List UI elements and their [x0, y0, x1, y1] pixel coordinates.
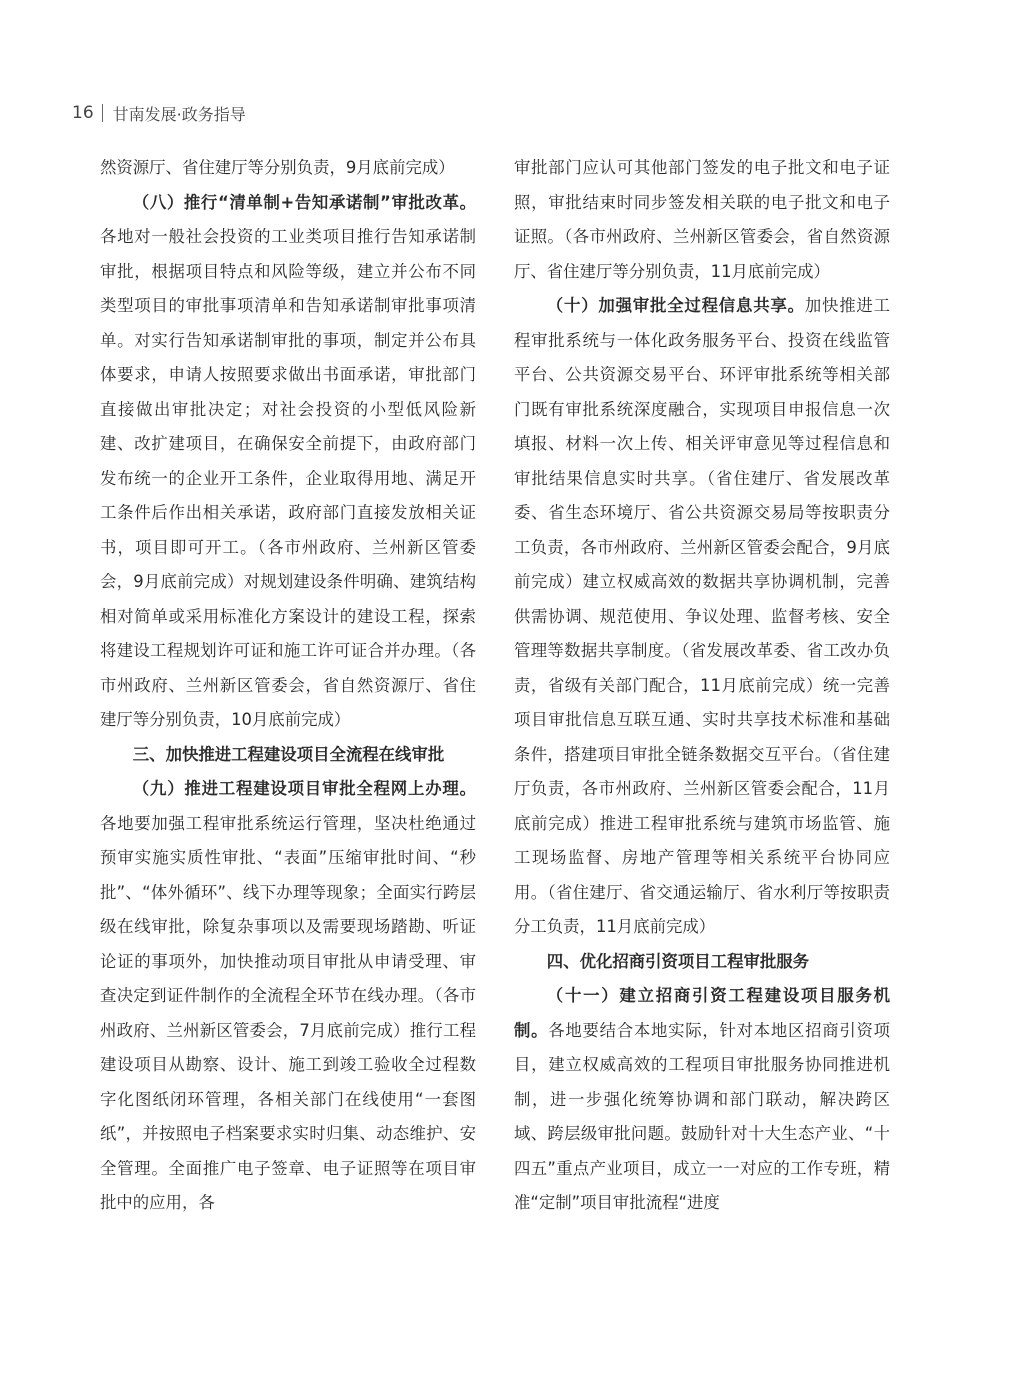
section-body: 加快推进工程审批系统与一体化政务服务平台、投资在线监管平台、公共资源交易平台、环评审批系统等相关部门既有审批系统深度融合，实现项目申报信息一次填报、材料一次上传、相关评审意见等过程信息和审批结果信息实时共享。（省住建厅、省发展改革委、省生态环境厅、省公共资源交易局等按职责分工负责，各市州政府、兰州新区管委会配合，9月底前完成）建立权威高效的数据共享协调机制，完善供需协调、规范使用、争议处理、监督考核、安全管理等数据共享制度。（省发展改革委、省工改办负责，省级有关部门配合，11月底前完成）统一完善项目审批信息互联互通、实时共享技术标准和基础条件，搭建项目审批全链条数据交互平台。（省住建厅负责，各市州政府、兰州新区管委会配合，11月底前完成）推进工程审批系统与建筑市场监管、施工现场监督、房地产管理等相关系统平台协同应用。（省住建厅、省交通运输厅、省水利厅等按职责分工负责，11月底前完成）	[514, 296, 891, 936]
page-number: 16	[72, 103, 94, 123]
section-title: （十一）建立招商引资工程建设项目服务机制。	[514, 986, 890, 1040]
paragraph: 审批部门应认可其他部门签发的电子批文和电子证照，审批结束时同步签发相关联的电子批文和电子证照。（各市州政府、兰州新区管委会，省自然资源厅、省住建厅等分别负责，11月底前完成）	[514, 158, 890, 281]
paragraph: 然资源厅、省住建厅等分别负责，9月底前完成）	[100, 158, 455, 177]
right-column	[514, 151, 890, 1221]
section-body: 各地对一般社会投资的工业类项目推行告知承诺制审批，根据项目特点和风险等级，建立并公布不同类型项目的审批事项清单和告知承诺制审批事项清单。对实行告知承诺制审批的事项，制定并公布具体要求，申请人按照要求做出书面承诺，审批部门直接做出审批决定；对社会投资的小型低风险新建、改扩建项目，在确保安全前提下，由政府部门发布统一的企业开工条件，企业取得用地、满足开工条件后作出相关承诺，政府部门直接发放相关证书，项目即可开工。（各市州政府、兰州新区管委会，9月底前完成）对规划建设条件明确、建筑结构相对简单或采用标准化方案设计的建设工程，探索将建设工程规划许可证和施工许可证合并办理。（各市州政府、兰州新区管委会，省自然资源厅、省住建厅等分别负责，10月底前完成）	[100, 227, 476, 729]
chapter-heading: 三、加快推进工程建设项目全流程在线审批	[132, 744, 445, 764]
section-body: 各地要加强工程审批系统运行管理，坚决杜绝通过预审实施实质性审批、“表面”压缩审批时间、“秒批”、“体外循环”、线下办理等现象；全面实行跨层级在线审批，除复杂事项以及需要现场踏勘、听证论证的事项外，加快推动项目审批从申请受理、审查决定到证件制作的全流程全环节在线办理。（各市州政府、兰州新区管委会，7月底前完成）推行工程建设项目从勘察、设计、施工到竣工验收全过程数字化图纸闭环管理，各相关部门在线使用“一套图纸”，并按照电子档案要求实时归集、动态维护、安全管理。全面推广电子签章、电子证照等在项目审批中的应用，各	[100, 813, 476, 1212]
section-title: （九）推进工程建设项目审批全程网上办理。	[132, 779, 476, 798]
left-column	[100, 151, 476, 1221]
paragraph	[100, 186, 476, 738]
paragraph	[514, 289, 890, 945]
page-header	[72, 100, 246, 126]
section-title: （八）推行“清单制+告知承诺制”审批改革。	[132, 192, 476, 212]
paragraph	[100, 772, 476, 1221]
section-title: （十）加强审批全过程信息共享。	[546, 296, 805, 315]
chapter-heading: 四、优化招商引资项目工程审批服务	[546, 951, 810, 971]
paragraph	[514, 979, 890, 1221]
section-body: 各地要结合本地实际，针对本地区招商引资项目，建立权威高效的工程项目审批服务协同推进机制，进一步强化统筹协调和部门联动，解决跨区域、跨层级审批问题。鼓励针对十大生态产业、“十四五”重点产业项目，成立一一对应的工作专班，精准“定制”项目审批流程“进度	[514, 1020, 891, 1212]
publication-title: 甘南发展·政务指导	[112, 104, 246, 124]
header-divider	[102, 104, 103, 122]
